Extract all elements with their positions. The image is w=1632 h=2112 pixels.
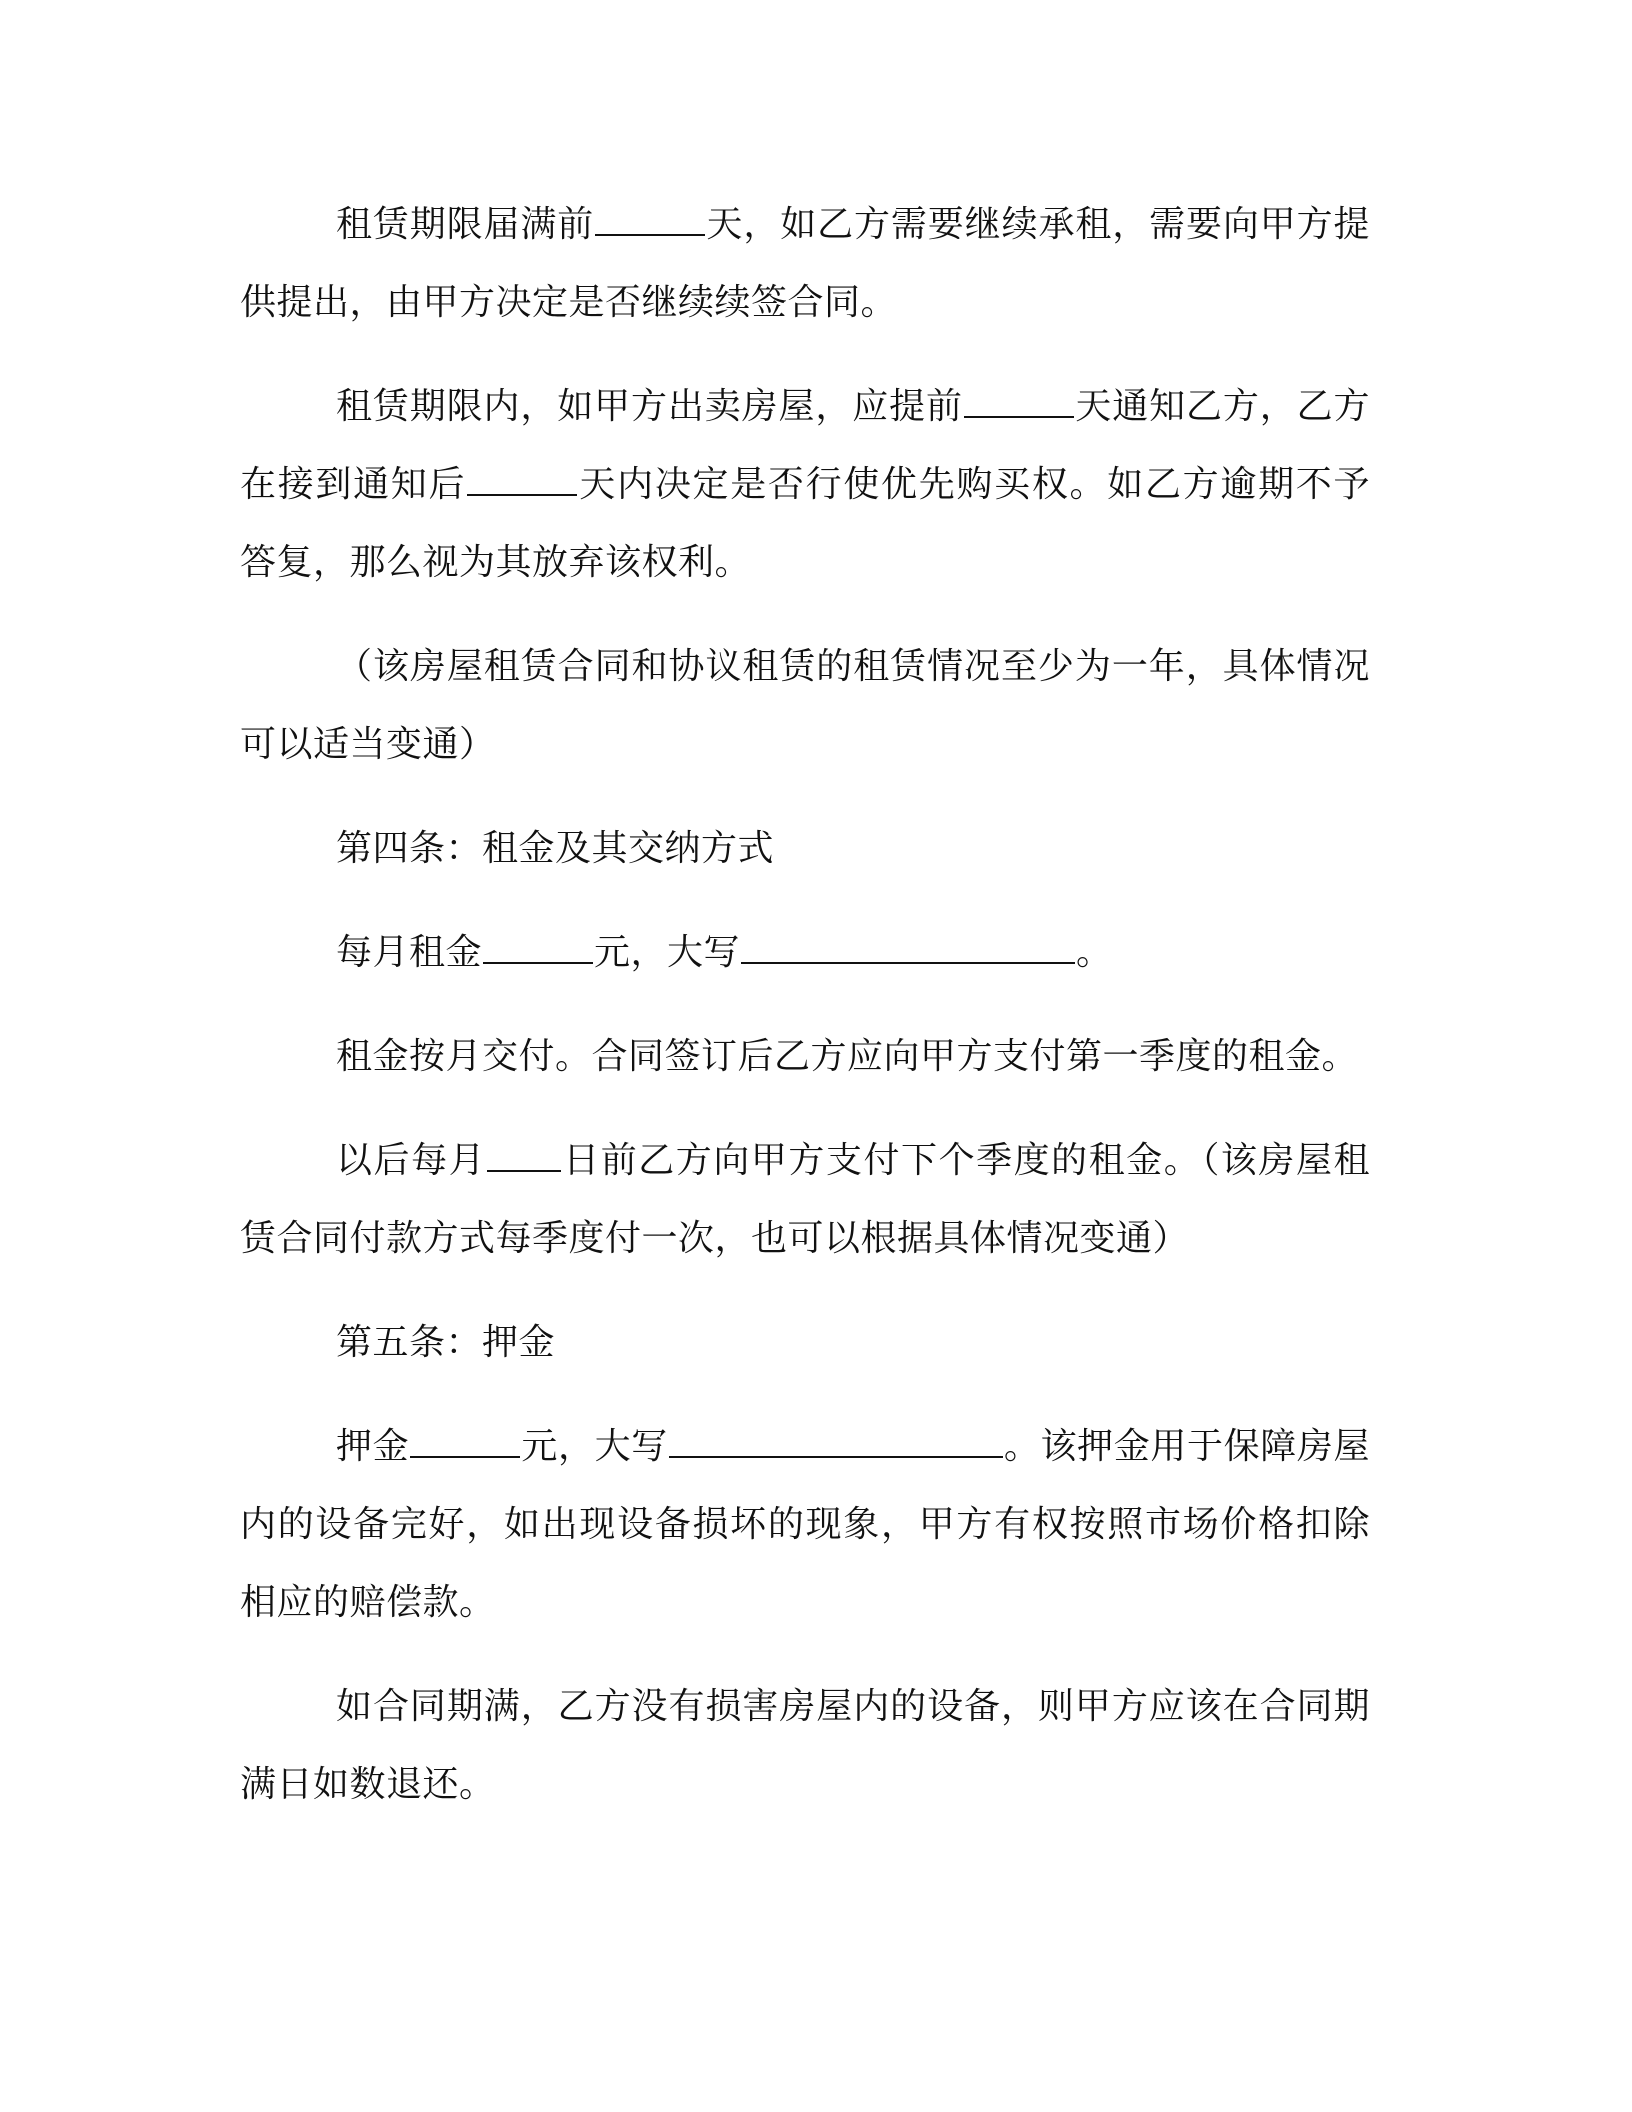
heading-article-four: 第四条：租金及其交纳方式 [336, 828, 775, 869]
text-segment: 以后每月 [336, 1140, 487, 1181]
paragraph-deposit [240, 1408, 1370, 1642]
blank-rent-amount[interactable] [483, 932, 593, 964]
blank-decision-days[interactable] [467, 464, 577, 496]
paragraph-payment-schedule [240, 1122, 1370, 1278]
text-segment: 元，大写 [594, 932, 741, 973]
text-segment: 天，如乙方需要继续承租，需要向甲方提供提出，由甲方决定是否继续续签合同。 [240, 204, 1370, 323]
paragraph-deposit-refund: 如合同期满，乙方没有损害房屋内的设备，则甲方应该在合同期满日如数退还。 [240, 1686, 1370, 1805]
blank-rent-amount-words[interactable] [741, 932, 1075, 964]
text-segment: 押金 [336, 1426, 410, 1467]
blank-notice-days[interactable] [964, 386, 1074, 418]
paragraph-preemptive-right [240, 368, 1370, 602]
paragraph-lease-renewal [240, 186, 1370, 342]
text-segment: 每月租金 [336, 932, 483, 973]
blank-payment-day[interactable] [487, 1140, 561, 1172]
text-segment: 日前乙方向甲方支付下个季度的租金。（该房屋租赁合同付款方式每季度付一次，也可以根据具体情况变通） [240, 1140, 1370, 1259]
paragraph-lease-note: （该房屋租赁合同和协议租赁的租赁情况至少为一年，具体情况可以适当变通） [240, 646, 1370, 765]
paragraph-rent-payment: 租金按月交付。合同签订后乙方应向甲方支付第一季度的租金。 [336, 1036, 1359, 1077]
text-segment: 租赁期限内，如甲方出卖房屋，应提前 [336, 386, 963, 427]
text-segment: 。该押金用于保障房屋内的设备完好，如出现设备损坏的现象，甲方有权按照市场价格扣除相应的赔偿款。 [240, 1426, 1370, 1623]
text-segment: 元，大写 [521, 1426, 668, 1467]
blank-deposit-amount-words[interactable] [669, 1426, 1003, 1458]
text-segment: 天内决定是否行使优先购买权。如乙方逾期不予答复，那么视为其放弃该权利。 [240, 464, 1370, 583]
document-page [240, 186, 1370, 1850]
blank-days-before-expiry[interactable] [595, 204, 705, 236]
heading-article-five: 第五条：押金 [336, 1322, 556, 1363]
paragraph-monthly-rent [240, 914, 1370, 992]
blank-deposit-amount[interactable] [410, 1426, 520, 1458]
text-segment: 天通知乙方，乙方在接到通知后 [240, 386, 1370, 505]
text-segment: 租赁期限届满前 [336, 204, 595, 245]
text-segment: 。 [1076, 932, 1113, 973]
